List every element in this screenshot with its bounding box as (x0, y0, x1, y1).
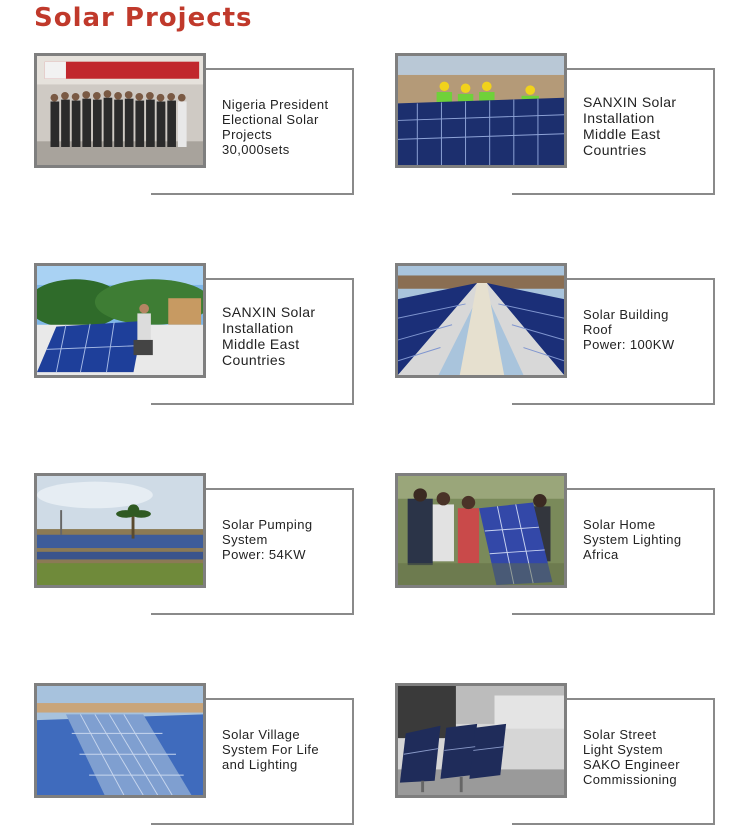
project-caption: Solar Building Roof Power: 100KW (583, 307, 675, 352)
project-card-1 (34, 53, 356, 195)
project-caption: SANXIN Solar Installation Middle East Countries (583, 94, 677, 158)
project-photo-home-system (395, 473, 567, 588)
project-caption: Solar Pumping System Power: 54KW (222, 517, 313, 562)
project-photo-pumping-field (34, 473, 206, 588)
project-caption: Solar Home System Lighting Africa (583, 517, 682, 562)
project-card-6 (395, 473, 717, 615)
project-card-8 (395, 683, 717, 825)
project-card-4 (395, 263, 717, 405)
project-photo-building-roof (395, 263, 567, 378)
project-card-5 (34, 473, 356, 615)
project-caption: Nigeria President Electional Solar Projects 30,000sets (222, 97, 329, 157)
project-photo-group-nigeria (34, 53, 206, 168)
project-card-3 (34, 263, 356, 405)
project-caption: Solar Village System For Life and Lighting (222, 727, 320, 772)
project-photo-roof-installer (34, 263, 206, 378)
project-photo-workers-panels (395, 53, 567, 168)
project-photo-village-roof (34, 683, 206, 798)
project-photo-street-light (395, 683, 567, 798)
project-caption: SANXIN Solar Installation Middle East Countries (222, 304, 316, 368)
project-card-7 (34, 683, 356, 825)
project-card-2 (395, 53, 717, 195)
project-caption: Solar Street Light System SAKO Engineer Commissioning (583, 727, 680, 787)
page-title: Solar Projects (34, 3, 253, 33)
